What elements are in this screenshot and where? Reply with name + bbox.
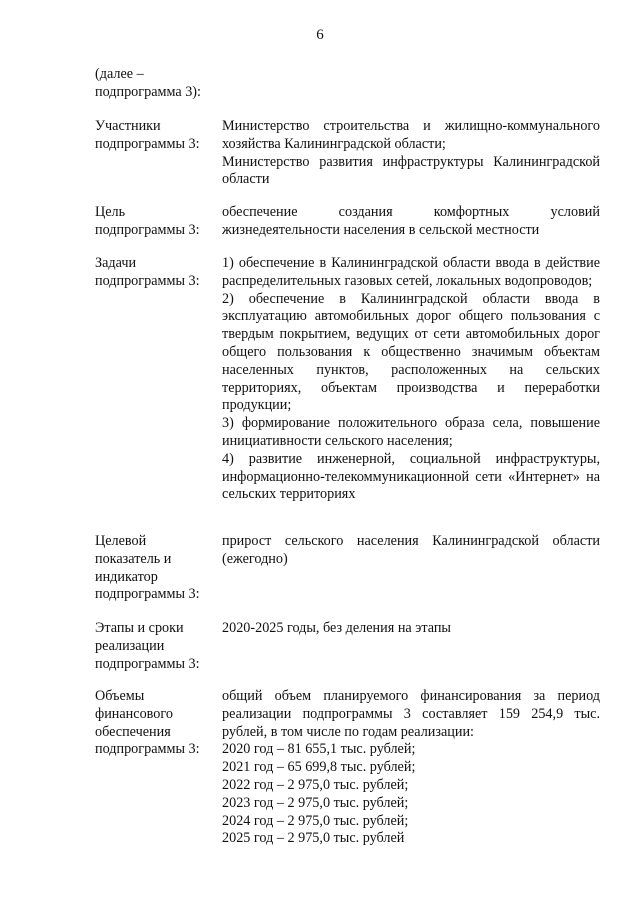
task-item: 1) обеспечение в Калининградской области ввода в действие распределительных газовых сетей, локальных водопроводов; (222, 255, 600, 289)
task-item: 3) формирование положительного образа села, повышение инициативности сельского населения; (222, 415, 600, 449)
stages-content (222, 620, 600, 638)
funding-year-line: 2025 год – 2 975,0 тыс. рублей (222, 830, 405, 847)
indicator-label-line: показатель и (95, 550, 172, 567)
stages-text: 2020-2025 годы, без деления на этапы (222, 620, 451, 636)
participants-label-line: Участники (95, 118, 161, 134)
participants-label-line: подпрограммы 3: (95, 135, 200, 152)
funding-year-line: 2023 год – 2 975,0 тыс. рублей; (222, 794, 409, 811)
funding-content (222, 688, 600, 848)
tasks-label-line: Задачи (95, 255, 137, 271)
funding-year-line: 2020 год – 81 655,1 тыс. рублей; (222, 741, 416, 758)
indicator-label-line: индикатор (95, 568, 158, 585)
goal-label (95, 204, 215, 240)
continuation-label-line: (далее – (95, 66, 144, 82)
funding-label-line: обеспечения (95, 723, 171, 740)
goal-content (222, 204, 600, 240)
participants-label (95, 118, 215, 154)
stages-label (95, 620, 215, 673)
goal-label-line: Цель (95, 204, 126, 220)
tasks-label (95, 255, 215, 291)
participant-item: Министерство развития инфраструктуры Калининградской области (222, 153, 600, 188)
funding-year-line: 2021 год – 65 699,8 тыс. рублей; (222, 759, 416, 776)
tasks-label-line: подпрограммы 3: (95, 272, 200, 289)
funding-label-line: Объемы (95, 688, 145, 704)
indicator-content (222, 533, 600, 569)
funding-label-line: финансового (95, 705, 173, 722)
funding-intro: общий объем планируемого финансирования за период реализации подпрограммы 3 составляет 159 254,9 тыс. рублей, в том числе по годам реализации: (222, 688, 600, 740)
indicator-text: прирост сельского населения Калининградской области (ежегодно) (222, 533, 600, 567)
funding-label (95, 688, 215, 759)
stages-label-line: реализации (95, 637, 165, 654)
indicator-label-line: подпрограммы 3: (95, 586, 200, 603)
goal-text: обеспечение создания комфортных условий жизнедеятельности населения в сельской местности (222, 204, 600, 238)
funding-label-line: подпрограммы 3: (95, 741, 200, 758)
continuation-label-line: подпрограмма 3): (95, 83, 201, 100)
continuation-label (95, 66, 215, 102)
participants-content (222, 118, 600, 189)
goal-label-line: подпрограммы 3: (95, 221, 200, 238)
stages-label-line: подпрограммы 3: (95, 655, 200, 672)
funding-year-line: 2024 год – 2 975,0 тыс. рублей; (222, 812, 409, 829)
tasks-content (222, 255, 600, 504)
page-number: 6 (316, 27, 324, 43)
indicator-label (95, 533, 215, 604)
task-item: 4) развитие инженерной, социальной инфраструктуры, информационно-телекоммуникационной сети «Интернет» на сельских территориях (222, 450, 600, 503)
funding-year-line: 2022 год – 2 975,0 тыс. рублей; (222, 776, 409, 793)
stages-label-line: Этапы и сроки (95, 620, 184, 636)
task-item: 2) обеспечение в Калининградской области ввода в эксплуатацию автомобильных дорог общего пользования с твердым покрытием, ведущих от сети автомобильных дорог общего пользования к общественно значимым объектам населенных пунктов, расположенных на сельских территориях, объектам производства и переработки продукции; (222, 290, 600, 414)
participant-item: Министерство строительства и жилищно-коммунального хозяйства Калининградской области; (222, 118, 600, 152)
indicator-label-line: Целевой (95, 533, 147, 549)
